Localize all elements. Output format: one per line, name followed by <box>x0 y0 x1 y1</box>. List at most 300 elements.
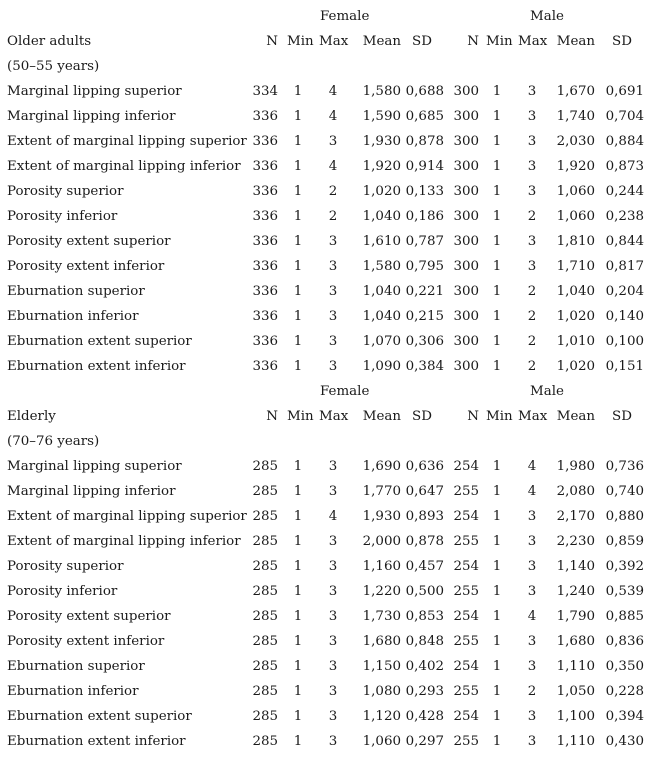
col-mean-female: Mean <box>362 409 401 424</box>
male-mean: 1,050 <box>556 684 595 699</box>
male-min: 1 <box>492 534 502 549</box>
male-min: 1 <box>492 109 502 124</box>
female-sd: 0,685 <box>405 109 444 124</box>
male-n: 300 <box>453 134 479 149</box>
row-label: Eburnation inferior <box>7 684 139 699</box>
male-min: 1 <box>492 259 502 274</box>
male-mean: 1,980 <box>556 459 595 474</box>
male-n: 300 <box>453 109 479 124</box>
male-sd: 0,859 <box>605 534 644 549</box>
male-mean: 1,710 <box>556 259 595 274</box>
male-mean: 2,080 <box>556 484 595 499</box>
male-sd: 0,394 <box>605 709 644 724</box>
male-min: 1 <box>492 284 502 299</box>
male-sd: 0,539 <box>605 584 644 599</box>
male-max: 4 <box>527 609 537 624</box>
female-mean: 1,090 <box>362 359 401 374</box>
female-min: 1 <box>293 159 303 174</box>
table-row <box>0 530 651 555</box>
female-sd: 0,795 <box>405 259 444 274</box>
female-max: 3 <box>328 659 338 674</box>
male-max: 3 <box>527 659 537 674</box>
female-n: 336 <box>252 234 278 249</box>
male-n: 255 <box>453 634 479 649</box>
table-row <box>0 505 651 530</box>
female-n: 285 <box>252 634 278 649</box>
col-sd-female: SD <box>412 409 432 424</box>
male-min: 1 <box>492 659 502 674</box>
male-n: 300 <box>453 259 479 274</box>
female-mean: 1,040 <box>362 209 401 224</box>
female-n: 285 <box>252 609 278 624</box>
col-sd-male: SD <box>612 34 632 49</box>
female-min: 1 <box>293 484 303 499</box>
table-row <box>0 105 651 130</box>
table-row <box>0 155 651 180</box>
male-min: 1 <box>492 459 502 474</box>
male-max: 2 <box>527 359 537 374</box>
female-n: 336 <box>252 334 278 349</box>
female-mean: 1,040 <box>362 309 401 324</box>
female-max: 4 <box>328 509 338 524</box>
male-min: 1 <box>492 334 502 349</box>
female-n: 285 <box>252 734 278 749</box>
male-min: 1 <box>492 359 502 374</box>
female-sd: 0,457 <box>405 559 444 574</box>
male-sd: 0,704 <box>605 109 644 124</box>
female-min: 1 <box>293 259 303 274</box>
male-max: 2 <box>527 684 537 699</box>
male-n: 300 <box>453 359 479 374</box>
male-min: 1 <box>492 184 502 199</box>
male-min: 1 <box>492 509 502 524</box>
female-min: 1 <box>293 634 303 649</box>
col-n-male: N <box>467 34 479 49</box>
male-min: 1 <box>492 234 502 249</box>
female-sd: 0,787 <box>405 234 444 249</box>
female-sd: 0,636 <box>405 459 444 474</box>
male-min: 1 <box>492 209 502 224</box>
female-sd: 0,914 <box>405 159 444 174</box>
male-max: 3 <box>527 159 537 174</box>
male-max: 3 <box>527 184 537 199</box>
col-mean-male: Mean <box>556 34 595 49</box>
col-sd-male: SD <box>612 409 632 424</box>
female-n: 336 <box>252 284 278 299</box>
male-mean: 1,240 <box>556 584 595 599</box>
female-sd: 0,853 <box>405 609 444 624</box>
male-n: 300 <box>453 184 479 199</box>
female-header: Female <box>320 9 370 24</box>
female-n: 285 <box>252 509 278 524</box>
row-label: Porosity inferior <box>7 584 118 599</box>
male-mean: 1,810 <box>556 234 595 249</box>
col-min-female: Min <box>287 34 314 49</box>
male-n: 254 <box>453 659 479 674</box>
male-sd: 0,228 <box>605 684 644 699</box>
female-n: 285 <box>252 459 278 474</box>
male-mean: 2,170 <box>556 509 595 524</box>
female-n: 285 <box>252 584 278 599</box>
male-n: 255 <box>453 734 479 749</box>
female-n: 285 <box>252 534 278 549</box>
col-sd-female: SD <box>412 34 432 49</box>
female-mean: 1,590 <box>362 109 401 124</box>
male-sd: 0,244 <box>605 184 644 199</box>
male-n: 254 <box>453 559 479 574</box>
col-max-female: Max <box>319 34 349 49</box>
female-min: 1 <box>293 684 303 699</box>
row-label: Porosity extent superior <box>7 234 171 249</box>
male-sd: 0,238 <box>605 209 644 224</box>
female-mean: 1,020 <box>362 184 401 199</box>
row-label: Eburnation extent superior <box>7 709 192 724</box>
table-row <box>0 630 651 655</box>
female-mean: 1,040 <box>362 284 401 299</box>
table-row <box>0 605 651 630</box>
male-max: 4 <box>527 484 537 499</box>
column-header-row <box>0 405 651 430</box>
male-mean: 1,020 <box>556 309 595 324</box>
male-mean: 1,140 <box>556 559 595 574</box>
male-mean: 1,680 <box>556 634 595 649</box>
sex-header-row <box>0 5 651 30</box>
table-row <box>0 355 651 380</box>
male-max: 3 <box>527 259 537 274</box>
table-row <box>0 130 651 155</box>
male-min: 1 <box>492 709 502 724</box>
table-row <box>0 555 651 580</box>
row-label: Eburnation extent inferior <box>7 734 186 749</box>
female-sd: 0,221 <box>405 284 444 299</box>
female-sd: 0,878 <box>405 534 444 549</box>
male-mean: 1,020 <box>556 359 595 374</box>
female-n: 334 <box>252 84 278 99</box>
male-n: 300 <box>453 334 479 349</box>
male-mean: 1,110 <box>556 659 595 674</box>
table-row <box>0 480 651 505</box>
row-label: Eburnation superior <box>7 659 145 674</box>
female-min: 1 <box>293 309 303 324</box>
male-max: 3 <box>527 709 537 724</box>
female-max: 2 <box>328 209 338 224</box>
male-sd: 0,873 <box>605 159 644 174</box>
male-max: 3 <box>527 584 537 599</box>
male-max: 3 <box>527 734 537 749</box>
group-age: (50–55 years) <box>7 59 100 74</box>
male-sd: 0,392 <box>605 559 644 574</box>
group-title: Older adults <box>7 34 92 49</box>
male-n: 300 <box>453 309 479 324</box>
male-sd: 0,691 <box>605 84 644 99</box>
table-row <box>0 205 651 230</box>
col-min-female: Min <box>287 409 314 424</box>
row-label: Eburnation extent superior <box>7 334 192 349</box>
female-n: 336 <box>252 259 278 274</box>
male-min: 1 <box>492 484 502 499</box>
female-max: 3 <box>328 734 338 749</box>
row-label: Porosity extent inferior <box>7 634 165 649</box>
age-row <box>0 430 651 455</box>
sex-header-row <box>0 380 651 405</box>
male-max: 2 <box>527 284 537 299</box>
male-mean: 1,040 <box>556 284 595 299</box>
male-mean: 1,920 <box>556 159 595 174</box>
male-mean: 2,230 <box>556 534 595 549</box>
male-min: 1 <box>492 584 502 599</box>
male-sd: 0,736 <box>605 459 644 474</box>
female-max: 3 <box>328 134 338 149</box>
female-sd: 0,293 <box>405 684 444 699</box>
female-min: 1 <box>293 284 303 299</box>
col-min-male: Min <box>486 34 513 49</box>
male-max: 3 <box>527 109 537 124</box>
male-n: 300 <box>453 84 479 99</box>
female-max: 3 <box>328 309 338 324</box>
female-max: 4 <box>328 159 338 174</box>
female-mean: 1,080 <box>362 684 401 699</box>
table-row <box>0 230 651 255</box>
male-mean: 1,010 <box>556 334 595 349</box>
female-mean: 1,580 <box>362 84 401 99</box>
male-sd: 0,885 <box>605 609 644 624</box>
male-min: 1 <box>492 734 502 749</box>
age-row <box>0 55 651 80</box>
table-row <box>0 705 651 730</box>
row-label: Eburnation extent inferior <box>7 359 186 374</box>
female-min: 1 <box>293 109 303 124</box>
group-title: Elderly <box>7 409 56 424</box>
male-sd: 0,836 <box>605 634 644 649</box>
female-n: 285 <box>252 684 278 699</box>
col-mean-female: Mean <box>362 34 401 49</box>
female-min: 1 <box>293 609 303 624</box>
male-n: 300 <box>453 209 479 224</box>
male-max: 2 <box>527 334 537 349</box>
table-row <box>0 280 651 305</box>
col-max-male: Max <box>518 409 548 424</box>
female-max: 3 <box>328 334 338 349</box>
female-n: 285 <box>252 484 278 499</box>
male-sd: 0,844 <box>605 234 644 249</box>
female-sd: 0,878 <box>405 134 444 149</box>
male-max: 3 <box>527 134 537 149</box>
female-sd: 0,384 <box>405 359 444 374</box>
female-sd: 0,297 <box>405 734 444 749</box>
male-min: 1 <box>492 559 502 574</box>
table-row <box>0 680 651 705</box>
female-max: 3 <box>328 359 338 374</box>
male-n: 254 <box>453 609 479 624</box>
female-sd: 0,893 <box>405 509 444 524</box>
male-max: 3 <box>527 559 537 574</box>
male-n: 255 <box>453 534 479 549</box>
female-n: 336 <box>252 209 278 224</box>
male-sd: 0,880 <box>605 509 644 524</box>
male-n: 255 <box>453 684 479 699</box>
male-min: 1 <box>492 684 502 699</box>
female-min: 1 <box>293 209 303 224</box>
female-max: 3 <box>328 284 338 299</box>
male-sd: 0,884 <box>605 134 644 149</box>
female-mean: 1,930 <box>362 134 401 149</box>
col-max-male: Max <box>518 34 548 49</box>
female-min: 1 <box>293 134 303 149</box>
male-min: 1 <box>492 309 502 324</box>
table-row <box>0 305 651 330</box>
column-header-row <box>0 30 651 55</box>
row-label: Marginal lipping inferior <box>7 484 176 499</box>
female-min: 1 <box>293 459 303 474</box>
female-max: 2 <box>328 184 338 199</box>
male-n: 254 <box>453 459 479 474</box>
female-min: 1 <box>293 234 303 249</box>
female-max: 3 <box>328 634 338 649</box>
female-min: 1 <box>293 659 303 674</box>
row-label: Marginal lipping superior <box>7 84 182 99</box>
table-row <box>0 330 651 355</box>
female-mean: 1,580 <box>362 259 401 274</box>
male-n: 300 <box>453 159 479 174</box>
female-sd: 0,848 <box>405 634 444 649</box>
table-row <box>0 655 651 680</box>
male-min: 1 <box>492 84 502 99</box>
female-mean: 1,070 <box>362 334 401 349</box>
female-mean: 1,610 <box>362 234 401 249</box>
female-n: 285 <box>252 709 278 724</box>
male-sd: 0,151 <box>605 359 644 374</box>
female-min: 1 <box>293 709 303 724</box>
row-label: Extent of marginal lipping superior <box>7 509 247 524</box>
female-min: 1 <box>293 184 303 199</box>
female-n: 336 <box>252 359 278 374</box>
male-max: 3 <box>527 634 537 649</box>
male-min: 1 <box>492 634 502 649</box>
table-row <box>0 255 651 280</box>
row-label: Marginal lipping inferior <box>7 109 176 124</box>
male-n: 254 <box>453 509 479 524</box>
row-label: Eburnation superior <box>7 284 145 299</box>
female-sd: 0,215 <box>405 309 444 324</box>
male-max: 4 <box>527 459 537 474</box>
female-sd: 0,500 <box>405 584 444 599</box>
female-max: 4 <box>328 84 338 99</box>
male-sd: 0,740 <box>605 484 644 499</box>
male-n: 255 <box>453 584 479 599</box>
female-n: 285 <box>252 659 278 674</box>
male-mean: 1,740 <box>556 109 595 124</box>
female-n: 336 <box>252 109 278 124</box>
female-max: 3 <box>328 684 338 699</box>
female-max: 3 <box>328 709 338 724</box>
female-mean: 1,690 <box>362 459 401 474</box>
female-header: Female <box>320 384 370 399</box>
male-n: 255 <box>453 484 479 499</box>
female-min: 1 <box>293 84 303 99</box>
female-min: 1 <box>293 534 303 549</box>
row-label: Porosity extent inferior <box>7 259 165 274</box>
table-row <box>0 580 651 605</box>
female-sd: 0,186 <box>405 209 444 224</box>
row-label: Porosity superior <box>7 559 124 574</box>
male-min: 1 <box>492 609 502 624</box>
col-n-female: N <box>266 34 278 49</box>
female-max: 3 <box>328 484 338 499</box>
female-sd: 0,306 <box>405 334 444 349</box>
col-max-female: Max <box>319 409 349 424</box>
female-mean: 1,060 <box>362 734 401 749</box>
col-mean-male: Mean <box>556 409 595 424</box>
male-mean: 2,030 <box>556 134 595 149</box>
male-mean: 1,110 <box>556 734 595 749</box>
male-mean: 1,060 <box>556 209 595 224</box>
male-sd: 0,817 <box>605 259 644 274</box>
col-n-male: N <box>467 409 479 424</box>
male-sd: 0,100 <box>605 334 644 349</box>
male-min: 1 <box>492 159 502 174</box>
female-mean: 1,160 <box>362 559 401 574</box>
male-n: 300 <box>453 284 479 299</box>
female-mean: 1,770 <box>362 484 401 499</box>
female-min: 1 <box>293 584 303 599</box>
male-max: 3 <box>527 509 537 524</box>
row-label: Porosity superior <box>7 184 124 199</box>
female-min: 1 <box>293 334 303 349</box>
col-min-male: Min <box>486 409 513 424</box>
male-sd: 0,430 <box>605 734 644 749</box>
male-min: 1 <box>492 134 502 149</box>
female-max: 3 <box>328 459 338 474</box>
row-label: Extent of marginal lipping superior <box>7 134 247 149</box>
male-mean: 1,060 <box>556 184 595 199</box>
male-mean: 1,670 <box>556 84 595 99</box>
female-n: 336 <box>252 184 278 199</box>
male-max: 3 <box>527 534 537 549</box>
male-max: 2 <box>527 309 537 324</box>
row-label: Porosity extent superior <box>7 609 171 624</box>
male-mean: 1,100 <box>556 709 595 724</box>
female-n: 285 <box>252 559 278 574</box>
male-sd: 0,140 <box>605 309 644 324</box>
row-label: Porosity inferior <box>7 209 118 224</box>
table-row <box>0 180 651 205</box>
row-label: Eburnation inferior <box>7 309 139 324</box>
female-sd: 0,402 <box>405 659 444 674</box>
female-mean: 2,000 <box>362 534 401 549</box>
female-min: 1 <box>293 509 303 524</box>
group-age: (70–76 years) <box>7 434 100 449</box>
female-mean: 1,680 <box>362 634 401 649</box>
row-label: Extent of marginal lipping inferior <box>7 534 241 549</box>
female-sd: 0,688 <box>405 84 444 99</box>
row-label: Marginal lipping superior <box>7 459 182 474</box>
table-row <box>0 730 651 755</box>
female-min: 1 <box>293 559 303 574</box>
female-n: 336 <box>252 309 278 324</box>
female-max: 3 <box>328 559 338 574</box>
male-sd: 0,350 <box>605 659 644 674</box>
male-header: Male <box>530 384 564 399</box>
female-mean: 1,930 <box>362 509 401 524</box>
male-max: 2 <box>527 209 537 224</box>
male-mean: 1,790 <box>556 609 595 624</box>
female-max: 3 <box>328 534 338 549</box>
female-max: 4 <box>328 109 338 124</box>
female-mean: 1,220 <box>362 584 401 599</box>
male-max: 3 <box>527 234 537 249</box>
table-row <box>0 80 651 105</box>
female-min: 1 <box>293 359 303 374</box>
